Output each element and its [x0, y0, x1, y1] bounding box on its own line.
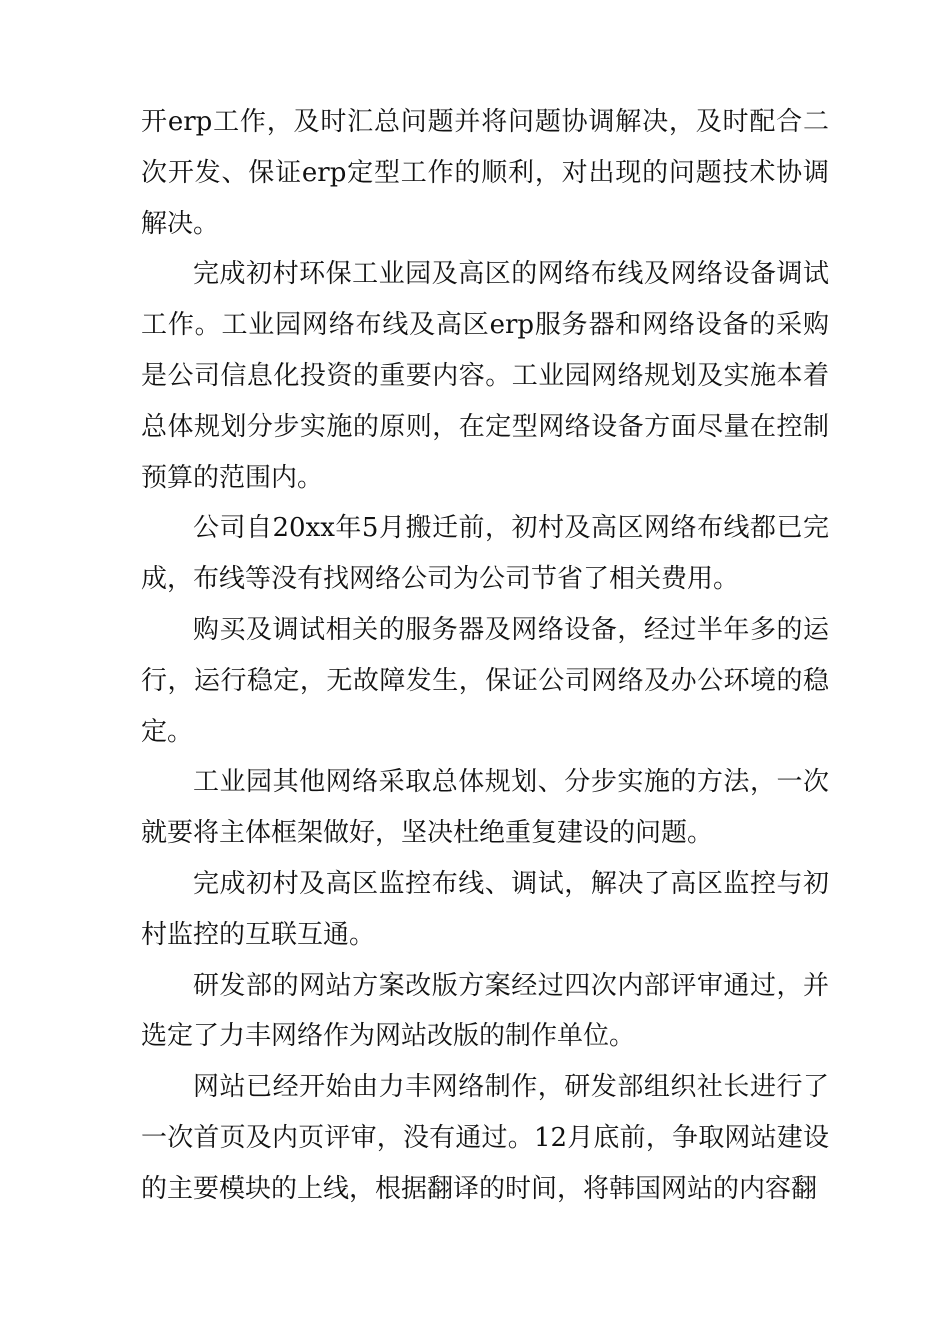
- paragraph-5: 工业园其他网络采取总体规划、分步实施的方法，一次就要将主体框架做好，坚决杜绝重复建设的问题。: [141, 767, 829, 849]
- paragraph-1: 开erp工作，及时汇总问题并将问题协调解决，及时配合二次开发、保证erp定型工作的顺利，对出现的问题技术协调解决。: [141, 107, 829, 239]
- paragraph-7: 研发部的网站方案改版方案经过四次内部评审通过，并选定了力丰网络作为网站改版的制作单位。: [141, 970, 829, 1052]
- paragraph-8: 网站已经开始由力丰网络制作，研发部组织社长进行了一次首页及内页评审，没有通过。12月底前，争取网站建设的主要模块的上线，根据翻译的时间，将韩国网站的内容翻: [141, 1072, 829, 1204]
- document-body: [141, 97, 829, 1215]
- paragraph-3: 公司自20xx年5月搬迁前，初村及高区网络布线都已完成，布线等没有找网络公司为公司节省了相关费用。: [141, 513, 829, 595]
- paragraph-4: 购买及调试相关的服务器及网络设备，经过半年多的运行，运行稳定，无故障发生，保证公司网络及办公环境的稳定。: [141, 614, 829, 747]
- paragraph-6: 完成初村及高区监控布线、调试，解决了高区监控与初村监控的互联互通。: [141, 868, 829, 950]
- paragraph-2: 完成初村环保工业园及高区的网络布线及网络设备调试工作。工业园网络布线及高区erp服务器和网络设备的采购是公司信息化投资的重要内容。工业园网络规划及实施本着总体规划分步实施的原则，在定型网络设备方面尽量在控制预算的范围内。: [141, 259, 829, 493]
